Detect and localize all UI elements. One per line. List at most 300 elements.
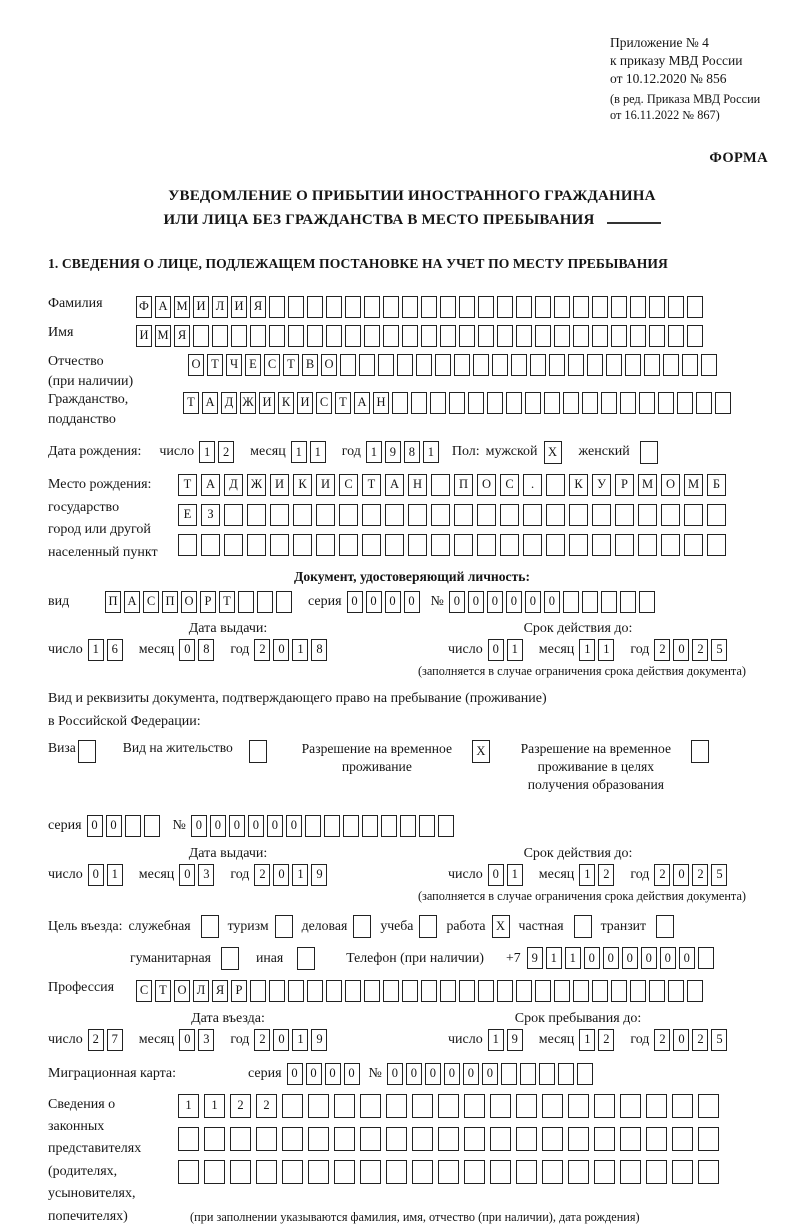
char-box[interactable] <box>477 534 496 556</box>
char-box[interactable]: 0 <box>88 864 104 886</box>
char-box[interactable] <box>601 591 617 613</box>
char-box[interactable] <box>360 1160 381 1184</box>
char-box[interactable] <box>212 325 228 347</box>
char-box[interactable]: 0 <box>506 591 522 613</box>
char-box[interactable]: Т <box>335 392 351 414</box>
char-box[interactable]: Т <box>219 591 235 613</box>
char-box[interactable] <box>649 325 665 347</box>
char-box[interactable]: 0 <box>87 815 103 837</box>
char-box[interactable] <box>359 354 375 376</box>
char-box[interactable] <box>492 354 508 376</box>
char-box[interactable] <box>193 325 209 347</box>
char-box[interactable]: 5 <box>711 639 727 661</box>
char-box[interactable] <box>523 534 542 556</box>
char-box[interactable] <box>687 980 703 1002</box>
char-box[interactable] <box>535 980 551 1002</box>
char-box[interactable] <box>385 504 404 526</box>
char-box[interactable] <box>563 591 579 613</box>
char-box[interactable] <box>530 354 546 376</box>
char-box[interactable] <box>435 354 451 376</box>
char-box[interactable] <box>269 325 285 347</box>
char-box[interactable] <box>542 1160 563 1184</box>
char-box[interactable] <box>500 504 519 526</box>
char-box[interactable] <box>696 392 712 414</box>
char-box[interactable]: 8 <box>311 639 327 661</box>
char-box[interactable] <box>412 1094 433 1118</box>
char-box[interactable]: 0 <box>366 591 382 613</box>
char-box[interactable] <box>698 1094 719 1118</box>
char-box[interactable]: Ж <box>247 474 266 496</box>
char-box[interactable] <box>611 325 627 347</box>
char-box[interactable]: Ч <box>226 354 242 376</box>
char-box[interactable]: И <box>270 474 289 496</box>
char-box[interactable] <box>269 980 285 1002</box>
char-box[interactable]: Д <box>224 474 243 496</box>
char-box[interactable]: 0 <box>387 1063 403 1085</box>
char-box[interactable] <box>611 296 627 318</box>
char-box[interactable]: 1 <box>507 864 523 886</box>
char-box[interactable]: М <box>638 474 657 496</box>
char-box[interactable]: М <box>155 325 171 347</box>
char-box[interactable] <box>490 1127 511 1151</box>
char-box[interactable]: Р <box>231 980 247 1002</box>
char-box[interactable] <box>201 534 220 556</box>
char-box[interactable]: 0 <box>487 591 503 613</box>
char-box[interactable] <box>511 354 527 376</box>
char-box[interactable] <box>542 1094 563 1118</box>
char-box[interactable]: И <box>316 474 335 496</box>
char-box[interactable] <box>573 980 589 1002</box>
char-box[interactable] <box>535 325 551 347</box>
char-box[interactable]: О <box>188 354 204 376</box>
char-box[interactable]: 2 <box>598 864 614 886</box>
char-box[interactable] <box>497 980 513 1002</box>
option-visa-checkbox[interactable] <box>78 740 96 763</box>
char-box[interactable]: 1 <box>565 947 581 969</box>
char-box[interactable] <box>715 392 731 414</box>
char-box[interactable] <box>516 980 532 1002</box>
char-box[interactable] <box>383 325 399 347</box>
char-box[interactable]: 2 <box>88 1029 104 1051</box>
char-box[interactable] <box>308 1160 329 1184</box>
char-box[interactable] <box>487 392 503 414</box>
char-box[interactable] <box>569 504 588 526</box>
char-box[interactable]: А <box>201 474 220 496</box>
char-box[interactable]: М <box>174 296 190 318</box>
char-box[interactable] <box>360 1094 381 1118</box>
char-box[interactable] <box>668 325 684 347</box>
char-box[interactable] <box>611 980 627 1002</box>
char-box[interactable]: 2 <box>598 1029 614 1051</box>
char-box[interactable] <box>386 1094 407 1118</box>
char-box[interactable]: 9 <box>311 864 327 886</box>
char-box[interactable] <box>606 354 622 376</box>
char-box[interactable]: И <box>297 392 313 414</box>
char-box[interactable]: Л <box>193 980 209 1002</box>
char-box[interactable] <box>587 354 603 376</box>
char-box[interactable] <box>411 392 427 414</box>
char-box[interactable] <box>661 504 680 526</box>
char-box[interactable] <box>288 980 304 1002</box>
char-box[interactable] <box>392 392 408 414</box>
char-box[interactable]: Е <box>178 504 197 526</box>
char-box[interactable]: 2 <box>254 864 270 886</box>
char-box[interactable] <box>500 534 519 556</box>
char-box[interactable] <box>630 980 646 1002</box>
char-box[interactable]: 0 <box>622 947 638 969</box>
char-box[interactable] <box>293 504 312 526</box>
char-box[interactable] <box>573 325 589 347</box>
char-box[interactable] <box>431 534 450 556</box>
char-box[interactable]: 9 <box>527 947 543 969</box>
char-box[interactable] <box>345 325 361 347</box>
char-box[interactable]: Б <box>707 474 726 496</box>
char-box[interactable]: 0 <box>306 1063 322 1085</box>
char-box[interactable] <box>400 815 416 837</box>
char-box[interactable] <box>204 1160 225 1184</box>
char-box[interactable] <box>577 1063 593 1085</box>
char-box[interactable]: 0 <box>603 947 619 969</box>
char-box[interactable]: 0 <box>325 1063 341 1085</box>
char-box[interactable] <box>419 815 435 837</box>
purpose-work-checkbox[interactable]: X <box>492 915 510 938</box>
char-box[interactable]: О <box>181 591 197 613</box>
char-box[interactable] <box>687 325 703 347</box>
char-box[interactable]: И <box>231 296 247 318</box>
char-box[interactable]: С <box>500 474 519 496</box>
char-box[interactable] <box>546 534 565 556</box>
char-box[interactable]: Т <box>183 392 199 414</box>
purpose-private-checkbox[interactable] <box>574 915 592 938</box>
char-box[interactable] <box>698 1127 719 1151</box>
char-box[interactable] <box>625 354 641 376</box>
char-box[interactable] <box>546 474 565 496</box>
char-box[interactable]: 5 <box>711 864 727 886</box>
char-box[interactable] <box>334 1094 355 1118</box>
char-box[interactable]: 1 <box>507 639 523 661</box>
char-box[interactable] <box>639 392 655 414</box>
char-box[interactable] <box>525 392 541 414</box>
char-box[interactable] <box>672 1160 693 1184</box>
char-box[interactable] <box>497 296 513 318</box>
char-box[interactable] <box>658 392 674 414</box>
char-box[interactable]: 0 <box>673 1029 689 1051</box>
char-box[interactable] <box>430 392 446 414</box>
char-box[interactable] <box>454 534 473 556</box>
char-box[interactable] <box>293 534 312 556</box>
purpose-business-checkbox[interactable] <box>353 915 371 938</box>
sex-male-checkbox[interactable]: X <box>544 441 562 464</box>
char-box[interactable]: А <box>385 474 404 496</box>
char-box[interactable] <box>383 980 399 1002</box>
char-box[interactable]: 9 <box>507 1029 523 1051</box>
char-box[interactable] <box>707 534 726 556</box>
char-box[interactable] <box>684 534 703 556</box>
char-box[interactable] <box>490 1094 511 1118</box>
char-box[interactable] <box>438 815 454 837</box>
char-box[interactable]: Т <box>155 980 171 1002</box>
option-temp-residence-checkbox[interactable]: X <box>472 740 490 763</box>
char-box[interactable] <box>421 325 437 347</box>
char-box[interactable] <box>478 325 494 347</box>
char-box[interactable]: 0 <box>273 639 289 661</box>
char-box[interactable] <box>343 815 359 837</box>
char-box[interactable]: 0 <box>468 591 484 613</box>
char-box[interactable] <box>459 325 475 347</box>
char-box[interactable] <box>546 504 565 526</box>
char-box[interactable] <box>672 1127 693 1151</box>
char-box[interactable] <box>178 1160 199 1184</box>
char-box[interactable]: 2 <box>654 864 670 886</box>
char-box[interactable]: 5 <box>711 1029 727 1051</box>
char-box[interactable] <box>362 504 381 526</box>
char-box[interactable] <box>684 504 703 526</box>
char-box[interactable] <box>238 591 254 613</box>
char-box[interactable]: 3 <box>198 1029 214 1051</box>
char-box[interactable] <box>594 1094 615 1118</box>
char-box[interactable]: 3 <box>198 864 214 886</box>
char-box[interactable] <box>449 392 465 414</box>
char-box[interactable]: 2 <box>254 1029 270 1051</box>
char-box[interactable]: 1 <box>598 639 614 661</box>
char-box[interactable]: 0 <box>488 639 504 661</box>
char-box[interactable] <box>592 534 611 556</box>
char-box[interactable]: 0 <box>463 1063 479 1085</box>
char-box[interactable] <box>334 1127 355 1151</box>
char-box[interactable]: 0 <box>229 815 245 837</box>
char-box[interactable] <box>324 815 340 837</box>
char-box[interactable] <box>307 325 323 347</box>
char-box[interactable]: И <box>193 296 209 318</box>
char-box[interactable] <box>282 1127 303 1151</box>
char-box[interactable]: . <box>523 474 542 496</box>
char-box[interactable]: Т <box>362 474 381 496</box>
char-box[interactable] <box>569 534 588 556</box>
char-box[interactable] <box>535 296 551 318</box>
char-box[interactable] <box>644 354 660 376</box>
char-box[interactable]: 0 <box>106 815 122 837</box>
char-box[interactable] <box>256 1160 277 1184</box>
char-box[interactable] <box>270 504 289 526</box>
char-box[interactable] <box>440 325 456 347</box>
char-box[interactable]: С <box>143 591 159 613</box>
char-box[interactable] <box>582 591 598 613</box>
char-box[interactable]: К <box>278 392 294 414</box>
char-box[interactable] <box>288 296 304 318</box>
char-box[interactable]: 1 <box>204 1094 225 1118</box>
char-box[interactable] <box>340 354 356 376</box>
purpose-official-checkbox[interactable] <box>201 915 219 938</box>
char-box[interactable] <box>360 1127 381 1151</box>
char-box[interactable] <box>615 534 634 556</box>
char-box[interactable]: 1 <box>292 1029 308 1051</box>
char-box[interactable]: 0 <box>679 947 695 969</box>
char-box[interactable]: 0 <box>673 864 689 886</box>
char-box[interactable] <box>385 534 404 556</box>
char-box[interactable] <box>339 534 358 556</box>
char-box[interactable] <box>454 504 473 526</box>
char-box[interactable]: И <box>259 392 275 414</box>
option-temp-residence-education-checkbox[interactable] <box>691 740 709 763</box>
char-box[interactable]: 8 <box>404 441 420 463</box>
char-box[interactable] <box>646 1160 667 1184</box>
char-box[interactable]: 0 <box>641 947 657 969</box>
char-box[interactable] <box>464 1160 485 1184</box>
char-box[interactable]: З <box>201 504 220 526</box>
char-box[interactable] <box>464 1094 485 1118</box>
char-box[interactable]: 8 <box>198 639 214 661</box>
char-box[interactable] <box>554 980 570 1002</box>
char-box[interactable]: Н <box>373 392 389 414</box>
char-box[interactable]: 0 <box>347 591 363 613</box>
char-box[interactable] <box>668 296 684 318</box>
char-box[interactable] <box>307 980 323 1002</box>
char-box[interactable]: Н <box>408 474 427 496</box>
char-box[interactable] <box>520 1063 536 1085</box>
char-box[interactable] <box>230 1127 251 1151</box>
char-box[interactable] <box>568 1094 589 1118</box>
char-box[interactable] <box>549 354 565 376</box>
char-box[interactable]: О <box>477 474 496 496</box>
char-box[interactable]: С <box>316 392 332 414</box>
char-box[interactable]: 1 <box>423 441 439 463</box>
char-box[interactable] <box>554 296 570 318</box>
char-box[interactable] <box>478 296 494 318</box>
char-box[interactable] <box>316 534 335 556</box>
char-box[interactable]: 1 <box>579 864 595 886</box>
char-box[interactable] <box>516 325 532 347</box>
char-box[interactable] <box>620 1094 641 1118</box>
char-box[interactable]: Ф <box>136 296 152 318</box>
char-box[interactable]: 7 <box>107 1029 123 1051</box>
char-box[interactable]: 1 <box>579 639 595 661</box>
char-box[interactable]: 0 <box>660 947 676 969</box>
char-box[interactable]: 1 <box>291 441 307 463</box>
char-box[interactable]: 0 <box>273 1029 289 1051</box>
char-box[interactable] <box>594 1127 615 1151</box>
char-box[interactable] <box>362 534 381 556</box>
char-box[interactable] <box>144 815 160 837</box>
char-box[interactable]: А <box>155 296 171 318</box>
char-box[interactable] <box>288 325 304 347</box>
char-box[interactable]: 1 <box>199 441 215 463</box>
char-box[interactable] <box>256 1127 277 1151</box>
char-box[interactable] <box>397 354 413 376</box>
char-box[interactable] <box>646 1094 667 1118</box>
char-box[interactable] <box>402 980 418 1002</box>
purpose-other-checkbox[interactable] <box>297 947 315 970</box>
char-box[interactable] <box>326 296 342 318</box>
char-box[interactable] <box>558 1063 574 1085</box>
char-box[interactable] <box>573 296 589 318</box>
char-box[interactable]: Я <box>250 296 266 318</box>
char-box[interactable] <box>364 296 380 318</box>
char-box[interactable] <box>638 504 657 526</box>
char-box[interactable]: П <box>162 591 178 613</box>
char-box[interactable] <box>224 504 243 526</box>
char-box[interactable] <box>247 534 266 556</box>
char-box[interactable] <box>408 534 427 556</box>
char-box[interactable]: Т <box>178 474 197 496</box>
char-box[interactable]: П <box>105 591 121 613</box>
char-box[interactable] <box>412 1127 433 1151</box>
char-box[interactable] <box>687 296 703 318</box>
char-box[interactable] <box>402 325 418 347</box>
char-box[interactable] <box>646 1127 667 1151</box>
char-box[interactable]: 1 <box>546 947 562 969</box>
char-box[interactable]: 0 <box>544 591 560 613</box>
char-box[interactable] <box>431 474 450 496</box>
char-box[interactable] <box>269 296 285 318</box>
char-box[interactable] <box>563 392 579 414</box>
char-box[interactable]: 0 <box>179 864 195 886</box>
char-box[interactable] <box>592 296 608 318</box>
char-box[interactable]: Я <box>212 980 228 1002</box>
char-box[interactable]: Л <box>212 296 228 318</box>
char-box[interactable]: 0 <box>248 815 264 837</box>
char-box[interactable] <box>649 980 665 1002</box>
char-box[interactable] <box>364 325 380 347</box>
char-box[interactable]: 2 <box>218 441 234 463</box>
char-box[interactable]: Р <box>200 591 216 613</box>
char-box[interactable]: 0 <box>191 815 207 837</box>
char-box[interactable] <box>501 1063 517 1085</box>
char-box[interactable]: 0 <box>404 591 420 613</box>
char-box[interactable] <box>668 980 684 1002</box>
char-box[interactable] <box>383 296 399 318</box>
char-box[interactable] <box>231 325 247 347</box>
char-box[interactable] <box>339 504 358 526</box>
char-box[interactable] <box>516 1127 537 1151</box>
char-box[interactable]: К <box>569 474 588 496</box>
char-box[interactable] <box>204 1127 225 1151</box>
purpose-tourism-checkbox[interactable] <box>275 915 293 938</box>
char-box[interactable] <box>438 1127 459 1151</box>
char-box[interactable] <box>305 815 321 837</box>
purpose-transit-checkbox[interactable] <box>656 915 674 938</box>
char-box[interactable] <box>362 815 378 837</box>
char-box[interactable]: Ж <box>240 392 256 414</box>
char-box[interactable]: 0 <box>267 815 283 837</box>
char-box[interactable] <box>568 1127 589 1151</box>
char-box[interactable] <box>438 1160 459 1184</box>
char-box[interactable]: 0 <box>425 1063 441 1085</box>
char-box[interactable] <box>421 296 437 318</box>
char-box[interactable] <box>497 325 513 347</box>
char-box[interactable] <box>431 504 450 526</box>
purpose-study-checkbox[interactable] <box>419 915 437 938</box>
char-box[interactable]: 6 <box>107 639 123 661</box>
char-box[interactable] <box>639 591 655 613</box>
char-box[interactable]: 0 <box>488 864 504 886</box>
char-box[interactable] <box>506 392 522 414</box>
char-box[interactable] <box>477 504 496 526</box>
char-box[interactable]: 0 <box>673 639 689 661</box>
char-box[interactable] <box>247 504 266 526</box>
char-box[interactable] <box>698 1160 719 1184</box>
char-box[interactable] <box>473 354 489 376</box>
char-box[interactable] <box>478 980 494 1002</box>
char-box[interactable]: 1 <box>88 639 104 661</box>
char-box[interactable] <box>516 296 532 318</box>
char-box[interactable] <box>592 980 608 1002</box>
char-box[interactable] <box>615 504 634 526</box>
char-box[interactable] <box>416 354 432 376</box>
char-box[interactable] <box>539 1063 555 1085</box>
char-box[interactable] <box>307 296 323 318</box>
char-box[interactable]: 9 <box>385 441 401 463</box>
char-box[interactable] <box>620 1160 641 1184</box>
